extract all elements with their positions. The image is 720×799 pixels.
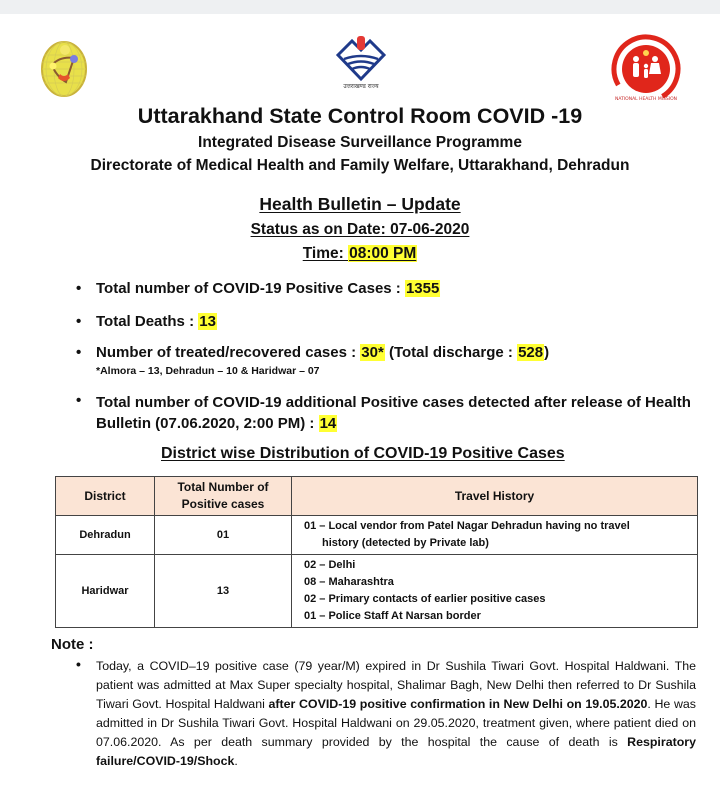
column-header-district: District (56, 477, 155, 516)
note-label: Note : (51, 636, 94, 653)
recovered-value: 30* (361, 344, 384, 361)
table-row (56, 516, 698, 555)
idsp-globe-logo (40, 40, 88, 98)
bullet-icon: • (76, 656, 81, 672)
programme-subtitle: Integrated Disease Surveillance Programme (198, 134, 522, 151)
bullet-icon: • (76, 344, 82, 361)
district-table-title: District wise Distribution of COVID-19 Positive Cases (161, 445, 565, 462)
count-cell: 01 (155, 516, 292, 555)
column-header-travel-history: Travel History (292, 477, 698, 516)
district-distribution-table (55, 476, 698, 628)
deaths-value: 13 (199, 313, 216, 330)
table-header-row (56, 477, 698, 516)
count-cell: 13 (155, 555, 292, 628)
district-cell: Dehradun (56, 516, 155, 555)
time-value: 08:00 PM (349, 245, 417, 262)
mountain-emblem-icon (330, 33, 392, 91)
column-header-positive-cases: Total Number of Positive cases (155, 477, 292, 516)
national-health-mission-logo (611, 34, 681, 104)
discharge-value: 528 (518, 344, 544, 361)
note-text: Today, a COVID–19 positive case (79 year/M) expired in Dr Sushila Tiwari Govt. Hospital Haldwani. The patient was admitted at Max Super specialty hospital, Shalimar Bagh, New Delhi then referred to Dr Sushila Tiwari Govt. Hospital Haldwani after COVID-19 positive confirmation in New Delhi on 19.05.2020. He was admitted in Dr Sushila Tiwari Govt. Hospital Haldwani on 29.05.2020, treatment given, where patient died on 07.06.2020. As per death summary provided by the hospital the cause of death is Respiratory failure/COVID-19/Shock. (96, 659, 696, 768)
travel-history-cell: 02 – Delhi 08 – Maharashtra 02 – Primary contacts of earlier positive cases 01 – Police Staff At Narsan border (292, 555, 698, 628)
svg-text:NATIONAL HEALTH MISSION: NATIONAL HEALTH MISSION (614, 97, 678, 102)
nhm-family-icon (611, 34, 681, 104)
svg-text:उत्तराखण्ड राज्य: उत्तराखण्ड राज्य (343, 83, 379, 90)
globe-icon (40, 40, 88, 98)
positive-cases-value: 1355 (405, 280, 440, 297)
bullet-icon: • (76, 313, 82, 330)
page-title: Uttarakhand State Control Room COVID -19 (137, 104, 583, 128)
travel-history-cell: 01 – Local vendor from Patel Nagar Dehradun having no travel history (detected by Private lab) (292, 516, 698, 555)
bullet-icon: • (76, 392, 82, 409)
top-bar (0, 0, 720, 14)
bulletin-time: Time: 08:00 PM (302, 245, 417, 262)
additional-cases-value: 14 (319, 415, 337, 432)
status-date: Status as on Date: 07-06-2020 (250, 221, 470, 238)
bullet-icon: • (76, 280, 82, 297)
bulletin-heading: Health Bulletin – Update (259, 194, 461, 214)
table-row (56, 555, 698, 628)
department-name: Directorate of Medical Health and Family Welfare, Uttarakhand, Dehradun (90, 157, 630, 174)
district-cell: Haridwar (56, 555, 155, 628)
uttarakhand-govt-emblem (330, 33, 392, 91)
recovered-footnote: *Almora – 13, Dehradun – 10 & Haridwar – 07 (96, 365, 320, 377)
